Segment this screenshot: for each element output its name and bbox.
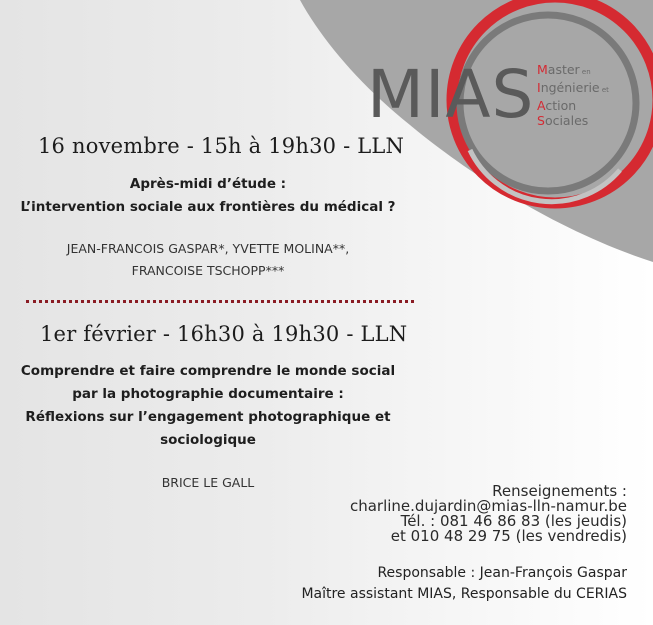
event-2-date: 1er février - 16h30 à 19h30 - LLN xyxy=(40,322,408,346)
dotted-separator xyxy=(26,300,414,303)
contact-email: charline.dujardin@mias-lln-namur.be xyxy=(349,497,627,515)
responsible-name: Responsable : Jean-François Gaspar xyxy=(377,565,627,581)
event-1-date: 16 novembre - 15h à 19h30 - LLN xyxy=(38,134,405,158)
logo-line: Sociales xyxy=(537,113,589,128)
logo-line: Ingénierie et xyxy=(537,80,609,95)
responsible-role: Maître assistant MIAS, Responsable du CERIAS xyxy=(301,586,627,602)
event-1-speakers: JEAN-FRANCOIS GASPAR*, YVETTE MOLINA**, FRANCOISE TSCHOPP*** xyxy=(66,241,350,278)
event-2-title: Comprendre et faire comprendre le monde social par la photographie documentaire : Réflexions sur l’engagement photographique et sociologique xyxy=(20,363,396,448)
responsible-block xyxy=(301,563,627,605)
logo-wordmark: MIAS xyxy=(367,56,535,133)
logo-line: Action xyxy=(537,98,577,113)
event-1-title: Après-midi d’étude : L’intervention sociale aux frontières du médical ? xyxy=(20,176,396,215)
logo-subtitle xyxy=(537,62,609,128)
contact-heading: Renseignements : xyxy=(492,482,627,500)
contact-block xyxy=(350,484,627,544)
event-2-speakers: BRICE LE GALL xyxy=(161,475,255,490)
contact-phone-1: Tél. : 081 46 86 83 (les jeudis) xyxy=(400,512,627,530)
logo-line: Master en xyxy=(537,62,591,77)
contact-phone-2: et 010 48 29 75 (les vendredis) xyxy=(390,527,627,545)
